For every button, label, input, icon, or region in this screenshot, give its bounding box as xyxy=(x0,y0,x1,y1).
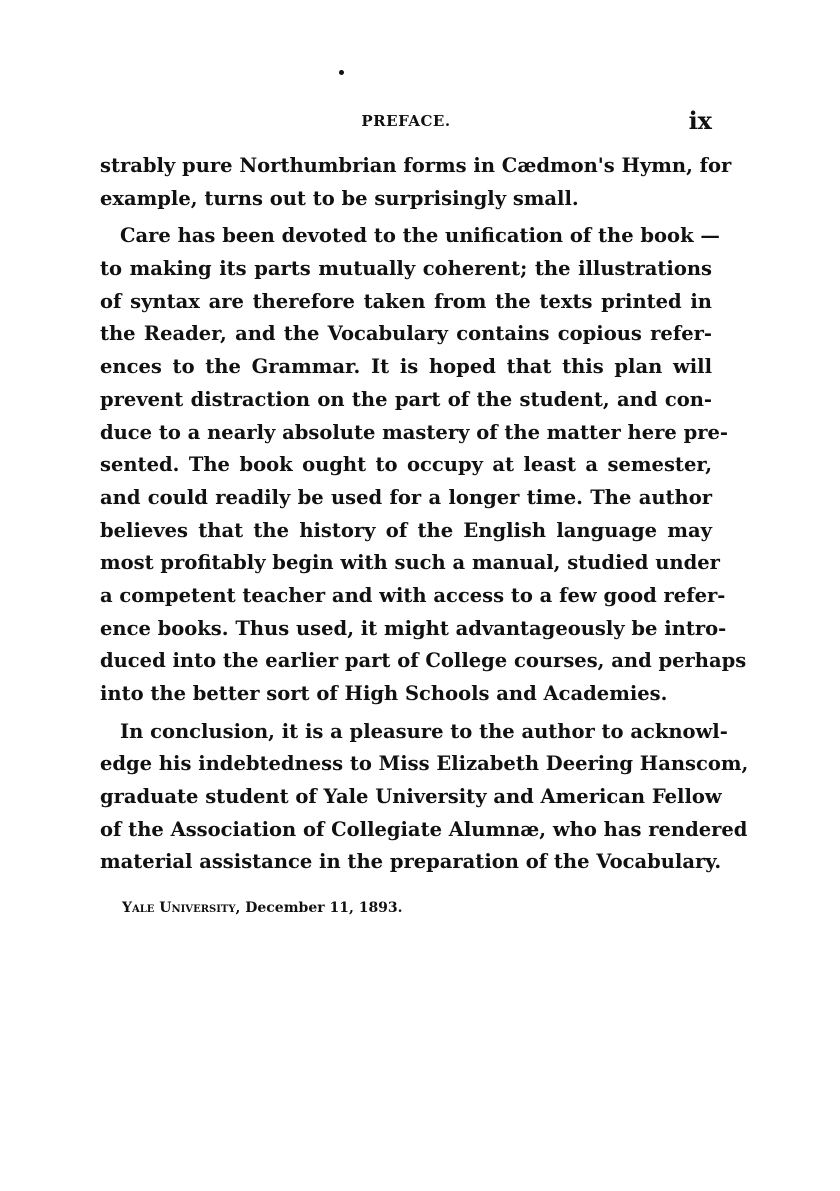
text-line: strably pure Northumbrian forms in Cædmon's Hymn, for xyxy=(100,154,732,177)
signature-line xyxy=(122,900,403,916)
body-text xyxy=(100,150,749,879)
page-number: ix xyxy=(688,106,712,135)
text-line: the Reader, and the Vocabulary contains copious refer- xyxy=(100,322,712,346)
paragraph xyxy=(100,150,732,215)
text-line: duced into the earlier part of College courses, and perhaps xyxy=(100,649,747,673)
running-head xyxy=(100,108,712,138)
text-line: believes that the history of the English language may xyxy=(100,518,712,542)
scan-speck xyxy=(339,70,344,75)
text-line: and could readily be used for a longer time. The author xyxy=(100,485,712,509)
text-line: of syntax are therefore taken from the texts printed in xyxy=(100,289,712,313)
text-line: Care has been devoted to the unification of the book — xyxy=(120,224,720,248)
signature-place: Yale University xyxy=(122,900,236,916)
text-line: example, turns out to be surprisingly small. xyxy=(100,186,579,210)
paragraph xyxy=(100,716,749,879)
page-title: PREFACE. xyxy=(361,112,451,130)
text-line: In conclusion, it is a pleasure to the author to acknowl- xyxy=(120,719,728,743)
text-line: material assistance in the preparation of the Vocabulary. xyxy=(100,850,722,874)
text-line: to making its parts mutually coherent; the illustrations xyxy=(100,257,712,281)
text-line: prevent distraction on the part of the student, and con- xyxy=(100,387,712,411)
text-line: a competent teacher and with access to a few good refer- xyxy=(100,583,726,607)
text-line: into the better sort of High Schools and Academies. xyxy=(100,682,668,705)
text-line: ence books. Thus used, it might advantageously be intro- xyxy=(100,616,727,640)
paragraph xyxy=(100,220,747,710)
text-line: sented. The book ought to occupy at least a semester, xyxy=(100,453,712,477)
text-line: duce to a nearly absolute mastery of the matter here pre- xyxy=(100,420,728,444)
signature-date: , December 11, 1893. xyxy=(235,900,403,916)
text-line: graduate student of Yale University and American Fellow xyxy=(100,785,722,809)
text-line: most profitably begin with such a manual, studied under xyxy=(100,551,720,575)
text-line: ences to the Grammar. It is hoped that this plan will xyxy=(100,355,712,379)
text-line: edge his indebtedness to Miss Elizabeth Deering Hanscom, xyxy=(100,752,749,776)
text-line: of the Association of Collegiate Alumnæ, who has rendered xyxy=(100,817,748,841)
